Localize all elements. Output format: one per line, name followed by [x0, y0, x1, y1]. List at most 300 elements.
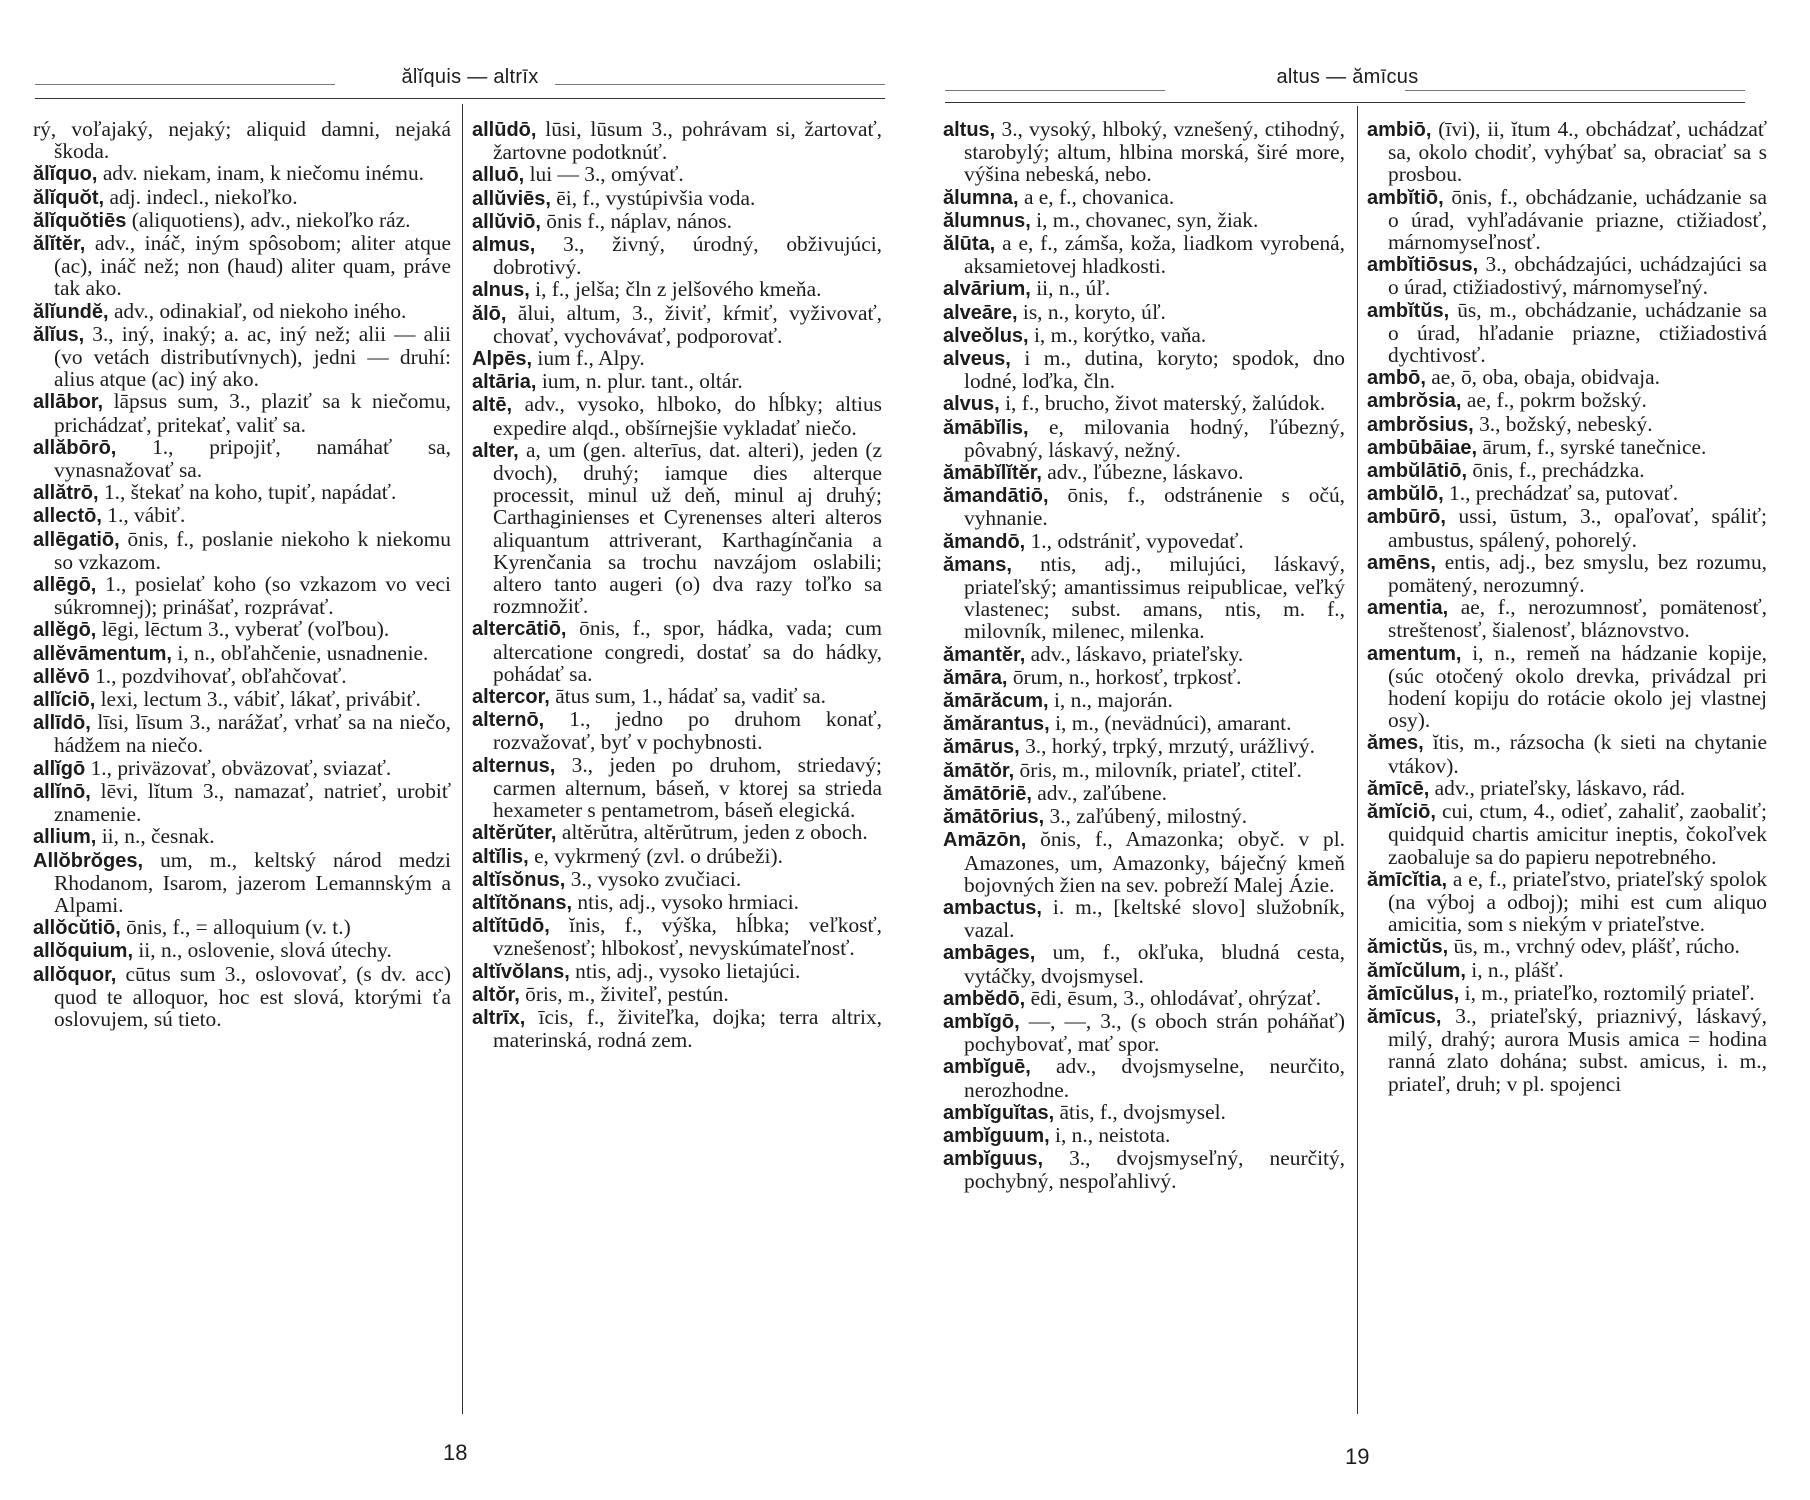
entry-headword: ambĭguum, — [943, 1124, 1050, 1147]
entry-headword: altercātiō, — [472, 618, 567, 641]
dictionary-entry — [33, 323, 451, 391]
entry-definition: i, n., neistota. — [1055, 1122, 1171, 1147]
dictionary-entry — [33, 963, 451, 1031]
entry-definition: i, n., remeň na hádzanie kopije, (súc otočený okolo drevka, privádzal pri hodení kopiju do rotácie okolo jej vlastnej osy). — [1388, 640, 1767, 733]
entry-headword: ălumna, — [943, 186, 1019, 209]
entry-definition: lūsi, lūsum 3., pohrávam si, žartovať, žartovne podotknúť. — [493, 117, 882, 165]
dictionary-entry — [943, 805, 1345, 828]
entry-headword: ambactus, — [943, 896, 1042, 919]
entry-headword: ambō, — [1367, 367, 1426, 390]
entry-headword: allătrō, — [33, 482, 99, 505]
dictionary-entry — [33, 436, 451, 481]
entry-headword: alluō, — [472, 164, 525, 187]
dictionary-entry — [472, 708, 882, 753]
entry-headword: ămĭciō, — [1367, 801, 1436, 824]
entry-headword: ambŭlō, — [1367, 483, 1444, 506]
dictionary-entry — [1367, 959, 1767, 982]
entry-definition: 3., obchádzajúci, uchádzajúci sa o úrad, ctižiadostivý, márnomyseľný. — [1388, 252, 1767, 300]
entry-headword: alternō, — [472, 709, 545, 732]
entry-definition: i, f., brucho, život materský, žalúdok. — [1005, 391, 1326, 416]
entry-definition: ussi, ūstum, 3., opaľovať, spáliť; ambustus, spálený, pohorelý. — [1388, 504, 1767, 552]
dictionary-entry — [943, 461, 1345, 484]
entry-headword: ămandātiō, — [943, 485, 1049, 508]
entry-definition: 3., priateľský, priaznivý, láskavý, milý, drahý; aurora Musis amica = hodina ranná zlato dohána; subst. amicus, i. m., priateľ, druh; v pl. spojenci — [1388, 1003, 1767, 1096]
dictionary-entry — [33, 665, 451, 688]
entry-headword: ambiō, — [1367, 119, 1432, 141]
entry-headword: alternus, — [472, 754, 556, 777]
dictionary-entry — [1367, 389, 1767, 412]
entry-definition: a, um (gen. alterīus, dat. alteri), jeden (z dvoch), druhý; iamque dies alterque processit, minul už deň, minul aj druhý; Carthaginienses et Cyrenenses alteri alteros aliquantum attriverant, Karthagínčania a Kyrenčania sa trochu navzájom oslabili; altero tanto augeri (o) dva razy toľko sa rozmnožiť. — [493, 437, 882, 619]
entry-definition: ōnis, f., odstránenie s očú, vyhnanie. — [964, 483, 1345, 531]
dictionary-entry — [1367, 482, 1767, 505]
entry-definition: adv., ináč, iným spôsobom; aliter atque (ac), ináč než; non (haud) aliter quam, práve tak ako. — [54, 231, 451, 301]
entry-headword: ămandō, — [943, 530, 1026, 553]
entry-definition: ōnis, f., poslanie niekoho k niekomu so vzkazom. — [54, 526, 451, 574]
dictionary-entry — [1367, 413, 1767, 436]
dictionary-entry — [943, 209, 1345, 232]
entry-definition: i m., dutina, koryto; spodok, dno lodné, loďka, čln. — [964, 346, 1345, 394]
entry-headword: ămărantus, — [943, 713, 1050, 736]
dictionary-entry — [943, 347, 1345, 392]
entry-definition: 3., vysoko zvučiaci. — [570, 866, 742, 891]
dictionary-entry — [472, 821, 882, 844]
left-header-rule-right — [555, 84, 885, 85]
dictionary-entry — [33, 916, 451, 939]
entry-headword: ămes, — [1367, 732, 1424, 755]
entry-headword: alnus, — [472, 279, 530, 302]
right-column-2 — [1367, 118, 1767, 1095]
entry-definition: ntis, adj., milujúci, láskavý, priateľský; amantissimus reipublicae, veľký vlastenec; subst. amans, ntis, m. f., milovník, milenec, milenka. — [964, 551, 1345, 644]
entry-headword: allēgō, — [33, 574, 97, 597]
dictionary-entry — [943, 712, 1345, 735]
entry-headword: ambĕdō, — [943, 987, 1026, 1010]
entry-headword: ămictŭs, — [1367, 936, 1449, 959]
entry-headword: ămantĕr, — [943, 643, 1026, 666]
dictionary-entry — [1367, 366, 1767, 389]
entry-definition: lexi, lectum 3., vábiť, lákať, privábiť. — [100, 687, 421, 712]
entry-definition: adv., odinakiaľ, od niekoho iného. — [113, 298, 407, 323]
dictionary-entry — [472, 754, 882, 822]
entry-definition: lāpsus sum, 3., plaziť sa k niečomu, prichádzať, pritekať, valiť sa. — [54, 389, 451, 437]
dictionary-entry — [33, 209, 451, 232]
entry-definition: entis, adj., bez smyslu, bez rozumu, pomätený, nerozumný. — [1388, 549, 1767, 598]
entry-definition: ii, n., oslovenie, slová útechy. — [138, 938, 392, 963]
entry-headword: ălĭquŏtiēs — [33, 209, 127, 232]
entry-headword: ambĭtŭs, — [1367, 299, 1450, 322]
entry-headword: ămābĭlis, — [943, 416, 1029, 439]
right-running-head: altus — ămīcus — [1276, 66, 1419, 88]
entry-definition: ōnis, f., spor, hádka, vada; cum altercatione congredi, dostať sa do hádky, pohádať sa. — [493, 616, 882, 686]
dictionary-entry — [943, 324, 1345, 347]
dictionary-entry — [1367, 505, 1767, 550]
dictionary-entry — [943, 416, 1345, 461]
left-column-2 — [472, 118, 882, 1051]
entry-headword: allĕgō, — [33, 619, 97, 642]
entry-definition: cui, ctum, 4., odieť, zahaliť, zaobaliť; quidquid chartis amicitur ineptis, čokoľvek zaobaluje sa do papieru nepotrebného. — [1388, 799, 1767, 869]
entry-headword: ămĭcŭlum, — [1367, 959, 1466, 982]
entry-definition: ii, n., úľ. — [1036, 276, 1111, 301]
entry-headword: ambrŏsia, — [1367, 390, 1462, 413]
dictionary-entry — [1367, 800, 1767, 868]
dictionary-entry — [472, 163, 882, 186]
entry-definition: ĭnis, f., výška, hĺbka; veľkosť, vznešenosť; hlbokosť, nevyskúmateľnosť. — [493, 913, 882, 961]
entry-headword: allĕvō — [33, 665, 90, 688]
entry-definition: a e, f., zámša, koža, liadkom vyrobená, aksamietovej hladkosti. — [964, 231, 1345, 279]
dictionary-entry — [33, 711, 451, 756]
entry-definition: ūs, m., vrchný odev, plášť, rúcho. — [1453, 934, 1740, 959]
entry-headword: ălĭquŏt, — [33, 186, 105, 209]
entry-headword: ambĭguĭtas, — [943, 1101, 1055, 1124]
dictionary-entry — [943, 118, 1345, 186]
dictionary-entry — [943, 1124, 1345, 1147]
entry-headword: alveus, — [943, 348, 1011, 371]
dictionary-entry — [472, 868, 882, 891]
entry-headword: allium, — [33, 826, 97, 849]
dictionary-entry — [943, 484, 1345, 529]
entry-definition: —, —, 3., (s oboch strán poháňať) pochybovať, mať spor. — [964, 1008, 1345, 1057]
left-column-separator — [462, 104, 463, 1414]
entry-definition: ălui, altum, 3., živiť, kŕmiť, vyživovať, chovať, vychovávať, podporovať. — [493, 300, 882, 348]
entry-headword: altercor, — [472, 686, 550, 709]
entry-definition: 3., zaľúbený, milostný. — [1049, 804, 1248, 829]
entry-definition: līsi, līsum 3., narážať, vrhať sa na niečo, hádžem na niečo. — [54, 710, 451, 758]
dictionary-entry — [943, 782, 1345, 805]
entry-headword: altāria, — [472, 371, 537, 394]
entry-headword: ambrŏsius, — [1367, 413, 1474, 436]
entry-headword: allectō, — [33, 505, 102, 528]
left-header-rule — [35, 98, 885, 99]
entry-definition: ōris, m., živiteľ, pestún. — [525, 981, 729, 1006]
dictionary-entry — [33, 780, 451, 825]
dictionary-entry — [943, 643, 1345, 666]
entry-headword: ămārus, — [943, 736, 1020, 759]
dictionary-entry — [1367, 459, 1767, 482]
dictionary-entry — [1367, 868, 1767, 936]
entry-definition: adv. niekam, inam, k niečomu inému. — [102, 161, 424, 186]
entry-definition: (aliquotiens), adv., niekoľko ráz. — [131, 207, 411, 232]
entry-definition: 1., pozdvihovať, obľahčovať. — [95, 663, 347, 688]
entry-headword: ălĭtĕr, — [33, 233, 86, 256]
entry-definition: i. m., [keltské slovo] služobník, vazal. — [964, 894, 1345, 943]
dictionary-entry — [943, 896, 1345, 941]
entry-headword: altē, — [472, 394, 513, 417]
entry-definition: 1., prechádzať sa, putovať. — [1449, 481, 1679, 506]
right-header-rule — [945, 102, 1745, 103]
entry-definition: ārum, f., syrské tanečnice. — [1482, 434, 1707, 459]
entry-headword: altĭlis, — [472, 845, 529, 868]
entry-headword: allŏcŭtiō, — [33, 917, 121, 940]
entry-definition: ātis, f., dvojsmysel. — [1059, 1099, 1226, 1124]
right-column-1 — [943, 118, 1345, 1193]
dictionary-entry — [472, 1006, 882, 1051]
entry-definition: ae, f., nerozumnosť, pomätenosť, streštenosť, šialenosť, bláznovstvo. — [1388, 595, 1767, 643]
entry-headword: altĕrŭter, — [472, 822, 557, 845]
dictionary-entry — [33, 688, 451, 711]
dictionary-entry — [472, 960, 882, 983]
dictionary-entry — [33, 825, 451, 848]
dictionary-entry — [943, 530, 1345, 553]
entry-definition: e, vykrmený (zvl. o drúbeži). — [534, 843, 783, 868]
entry-definition: i, m., (nevädnúci), amarant. — [1055, 711, 1292, 736]
entry-definition: 1., štekať na koho, tupiť, napádať. — [103, 480, 397, 505]
entry-headword: ămābĭlĭtĕr, — [943, 462, 1042, 485]
dictionary-entry — [943, 828, 1345, 896]
entry-headword: ămārăcum, — [943, 690, 1049, 713]
entry-definition: i, f., jelša; čln z jelšového kmeňa. — [535, 277, 822, 302]
entry-definition: ōrum, n., horkosť, trpkosť. — [1012, 664, 1242, 689]
entry-headword: ambūbāiae, — [1367, 436, 1478, 459]
dictionary-entry — [472, 914, 882, 959]
dictionary-entry — [33, 481, 451, 504]
entry-definition: 1., vábiť. — [107, 503, 186, 528]
entry-definition: ōnis, f., = alloquium (v. t.) — [126, 915, 351, 940]
entry-definition: a e, f., priateľstvo, priateľský spolok (na výboj a odboj); mihi est cum aliquo amicitia, som s niekým v priateľstve. — [1388, 866, 1767, 937]
entry-definition: um, m., keltský národ medzi Rhodanom, Isarom, jazerom Lemannským a Alpami. — [54, 847, 451, 917]
entry-headword: altus, — [943, 119, 996, 141]
entry-headword: ămīcē, — [1367, 777, 1430, 800]
entry-headword: almus, — [472, 234, 536, 257]
entry-headword: ambūrō, — [1367, 506, 1446, 529]
dictionary-entry — [1367, 299, 1767, 367]
entry-definition: e, milovania hodný, ľúbezný, pôvabný, láskavý, nežný. — [964, 414, 1345, 462]
entry-headword: ămātōriē, — [943, 782, 1032, 805]
entry-headword: alveŏlus, — [943, 324, 1029, 347]
dictionary-entry — [943, 987, 1345, 1010]
entry-definition: ōnis f., náplav, nános. — [546, 208, 733, 233]
entry-definition: ēi, f., vystúpivšia voda. — [556, 185, 756, 210]
entry-headword: allŭviō, — [472, 210, 541, 233]
entry-headword: allŏquium, — [33, 940, 133, 963]
dictionary-entry — [472, 393, 882, 438]
entry-definition: 3., jeden po druhom, striedavý; carmen alternum, báseň, v ktorej sa strieda hexameter s pentametrom, báseň elegická. — [493, 752, 882, 823]
entry-definition: 3., iný, inaký; a. ac, iný než; alii — alii (vo vetách distributívnych), jedni — druhí: alius atque (ac) iný ako. — [54, 321, 451, 392]
right-page — [905, 0, 1810, 1500]
entry-headword: ălūta, — [943, 233, 996, 256]
entry-definition: rý, voľajaký, nejaký; aliquid damni, nejaká škoda. — [33, 117, 451, 164]
dictionary-entry — [943, 735, 1345, 758]
entry-definition: īcis, f., živiteľka, dojka; terra altrix, materinská, rodná zem. — [493, 1004, 882, 1053]
entry-definition: lēvi, lĭtum 3., namazať, natrieť, urobiť znamenie. — [54, 778, 451, 827]
dictionary-entry — [472, 233, 882, 278]
left-column-1 — [33, 118, 451, 1030]
dictionary-entry — [943, 1147, 1345, 1192]
entry-headword: alveāre, — [943, 301, 1018, 324]
entry-definition: um, f., okľuka, bludná cesta, vytáčky, dvojsmysel. — [964, 940, 1345, 988]
entry-headword: allĕvāmentum, — [33, 642, 172, 665]
entry-headword: ălumnus, — [943, 209, 1031, 232]
entry-definition: ōnis, f., obchádzanie, uchádzanie sa o úrad, vyhľadávanie priazne, ctižiadosť, márnomyseľnosť. — [1388, 184, 1767, 255]
entry-headword: ălō, — [472, 302, 507, 325]
dictionary-entry — [472, 617, 882, 685]
dictionary-entry — [472, 347, 882, 370]
dictionary-entry — [33, 186, 451, 209]
dictionary-entry — [943, 392, 1345, 415]
entry-definition: ntis, adj., vysoko hrmiaci. — [577, 889, 799, 914]
entry-definition: 1., pripojiť, namáhať sa, vynasnažovať sa. — [54, 434, 451, 483]
dictionary-entry — [33, 300, 451, 323]
entry-definition: lui — 3., omývať. — [529, 162, 684, 187]
entry-definition: is, n., koryto, úľ. — [1022, 299, 1166, 324]
entry-definition: 3., dvojsmyseľný, neurčitý, pochybný, nespoľahlivý. — [964, 1146, 1345, 1194]
dictionary-entry — [1367, 253, 1767, 298]
entry-headword: ambĭguē, — [943, 1056, 1031, 1079]
entry-headword: ambĭtiō, — [1367, 186, 1444, 209]
entry-headword: altĭvŏlans, — [472, 960, 570, 983]
entry-headword: allābor, — [33, 391, 104, 414]
dictionary-entry — [943, 232, 1345, 277]
entry-definition: 3., božský, nebeský. — [1479, 411, 1653, 436]
entry-headword: ambĭtiōsus, — [1367, 254, 1479, 277]
left-page — [0, 0, 900, 1500]
entry-definition: (īvi), ii, ĭtum 4., obchádzať, uchádzať sa, okolo chodiť, vyhýbať sa, obraciať sa s prosbou. — [1388, 117, 1767, 187]
entry-definition: ŏnis, f., Amazonka; obyč. v pl. Amazones, um, Amazonky, báječný kmeň bojovných žien na sev. pobreží Malej Ázie. — [964, 827, 1345, 897]
entry-headword: ămans, — [943, 553, 1012, 576]
entry-definition: i, m., chovanec, syn, žiak. — [1036, 207, 1259, 232]
dictionary-entry — [472, 370, 882, 393]
entry-headword: ălĭquo, — [33, 163, 98, 186]
entry-definition: adv., ľúbezne, láskavo. — [1047, 460, 1244, 485]
dictionary-entry — [33, 939, 451, 962]
entry-headword: allūdō, — [472, 119, 537, 141]
dictionary-entry — [33, 573, 451, 618]
entry-definition: 1., priväzovať, obväzovať, sviazať. — [90, 755, 392, 780]
dictionary-entry — [472, 685, 882, 708]
dictionary-entry — [472, 891, 882, 914]
entry-headword: allĭnō, — [33, 780, 91, 803]
right-column-separator — [1357, 106, 1358, 1414]
dictionary-entry — [1367, 551, 1767, 596]
dictionary-entry — [1367, 186, 1767, 254]
entry-headword: Alpēs, — [472, 348, 533, 371]
entry-headword: ămāra, — [943, 666, 1008, 689]
right-header-rule-left — [945, 90, 1165, 91]
dictionary-entry — [472, 845, 882, 868]
entry-definition: ae, ō, oba, obaja, obidvaja. — [1431, 365, 1660, 390]
dictionary-entry — [943, 553, 1345, 643]
dictionary-entry — [1367, 731, 1767, 776]
entry-headword: ămīcĭtia, — [1367, 868, 1448, 891]
entry-headword: amentia, — [1367, 597, 1449, 620]
entry-headword: ambĭguus, — [943, 1148, 1044, 1171]
entry-headword: allŏquor, — [33, 963, 117, 986]
entry-definition: adv., vysoko, hlboko, do hĺbky; altius expedire alqd., obšírnejšie vykladať niečo. — [493, 392, 882, 440]
entry-definition: ōnis, f., prechádzka. — [1472, 458, 1645, 483]
entry-headword: ămātŏr, — [943, 759, 1015, 782]
entry-definition: a e, f., chovanica. — [1023, 184, 1175, 209]
entry-definition: adv., priateľsky, láskavo, rád. — [1434, 775, 1686, 800]
entry-definition: adv., láskavo, priateľsky. — [1030, 641, 1244, 666]
entry-headword: ălĭundĕ, — [33, 300, 109, 323]
entry-definition: 3., vysoký, hlboký, vznešený, ctihodný, starobylý; altum, hlbina morská, širé more, výšina nebeská, nebo. — [964, 117, 1345, 187]
entry-headword: ambĭgō, — [943, 1010, 1020, 1033]
entry-definition: altĕrŭtra, altĕrŭtrum, jeden z oboch. — [561, 820, 868, 845]
right-header-rule-right — [1405, 90, 1745, 91]
entry-headword: allĭgō — [33, 757, 86, 780]
entry-definition: 3., živný, úrodný, obživujúci, dobrotivý. — [493, 232, 882, 280]
entry-headword: allăbōrō, — [33, 436, 117, 459]
dictionary-entry — [943, 1101, 1345, 1124]
entry-headword: altrīx, — [472, 1006, 526, 1029]
dictionary-entry — [33, 232, 451, 300]
dictionary-entry — [472, 187, 882, 210]
entry-headword: allīdō, — [33, 712, 91, 735]
dictionary-entry — [1367, 1005, 1767, 1095]
dictionary-entry — [472, 210, 882, 233]
left-running-head: ălĭquis — altrīx — [401, 66, 539, 88]
entry-definition: ium, n. plur. tant., oltár. — [541, 369, 743, 394]
entry-definition: i, n., plášť. — [1471, 957, 1564, 982]
entry-headword: altĭtŏnans, — [472, 891, 573, 914]
entry-definition: adj. indecl., niekoľko. — [109, 184, 298, 209]
left-page-number: 18 — [443, 1440, 468, 1465]
dictionary-entry — [1367, 982, 1767, 1005]
dictionary-entry — [943, 277, 1345, 300]
dictionary-entry — [33, 849, 451, 917]
left-header-rule-left — [35, 84, 335, 85]
entry-headword: altŏr, — [472, 983, 520, 1006]
entry-headword: altĭsŏnus, — [472, 868, 566, 891]
dictionary-entry — [943, 186, 1345, 209]
entry-definition: ntis, adj., vysoko lietajúci. — [575, 958, 801, 983]
entry-definition: 1., jedno po druhom konať, rozvažovať, byť v pochybnosti. — [493, 707, 882, 755]
entry-definition: adv., dvojsmyselne, neurčito, nerozhodne. — [964, 1054, 1345, 1102]
entry-headword: ămātōrius, — [943, 806, 1045, 829]
entry-definition: cūtus sum 3., oslovovať, (s dv. acc) quod te alloquor, hoc est slová, ktorými ťa oslovujem, sú tieto. — [54, 961, 451, 1031]
entry-definition: ii, n., česnak. — [101, 824, 215, 849]
entry-headword: ămīcŭlus, — [1367, 982, 1460, 1005]
entry-headword: ambŭlātiō, — [1367, 460, 1468, 483]
right-page-number: 19 — [1345, 1444, 1370, 1469]
dictionary-entry — [472, 118, 882, 163]
entry-headword: ălĭus, — [33, 323, 85, 346]
dictionary-entry — [33, 528, 451, 573]
entry-headword: amentum, — [1367, 642, 1462, 665]
entry-definition: i, m., priateľko, roztomilý priateľ. — [1464, 980, 1755, 1005]
entry-definition: 1., odstrániť, vypovedať. — [1030, 528, 1244, 553]
dictionary-entry — [1367, 642, 1767, 732]
entry-definition: i, n., majorán. — [1053, 688, 1173, 713]
dictionary-entry — [943, 759, 1345, 782]
dictionary-entry — [472, 439, 882, 618]
dictionary-entry — [943, 1055, 1345, 1100]
entry-definition: adv., zaľúbene. — [1037, 780, 1167, 805]
dictionary-entry — [943, 1010, 1345, 1055]
entry-definition: 3., horký, trpký, mrzutý, urážlivý. — [1025, 734, 1315, 759]
entry-definition: i, n., obľahčenie, usnadnenie. — [177, 640, 429, 665]
dictionary-entry — [943, 689, 1345, 712]
entry-definition: ae, f., pokrm božský. — [1466, 388, 1647, 413]
dictionary-entry — [1367, 596, 1767, 641]
entry-headword: Allŏbrŏges, — [33, 849, 144, 872]
dictionary-entry — [33, 504, 451, 527]
entry-headword: allĭciō, — [33, 689, 96, 712]
entry-definition: ātus sum, 1., hádať sa, vadiť sa. — [555, 684, 826, 709]
dictionary-entry — [33, 118, 451, 162]
dictionary-entry — [1367, 118, 1767, 186]
dictionary-entry — [33, 162, 451, 185]
dictionary-entry — [472, 302, 882, 347]
entry-headword: amēns, — [1367, 551, 1436, 574]
entry-headword: alvus, — [943, 393, 1000, 416]
dictionary-entry — [33, 618, 451, 641]
dictionary-entry — [472, 983, 882, 1006]
dictionary-entry — [943, 301, 1345, 324]
dictionary-entry — [33, 757, 451, 780]
dictionary-entry — [943, 941, 1345, 986]
entry-headword: allŭviēs, — [472, 187, 551, 210]
entry-definition: ōris, m., milovník, priateľ, ctiteľ. — [1019, 757, 1302, 782]
dictionary-entry — [33, 642, 451, 665]
